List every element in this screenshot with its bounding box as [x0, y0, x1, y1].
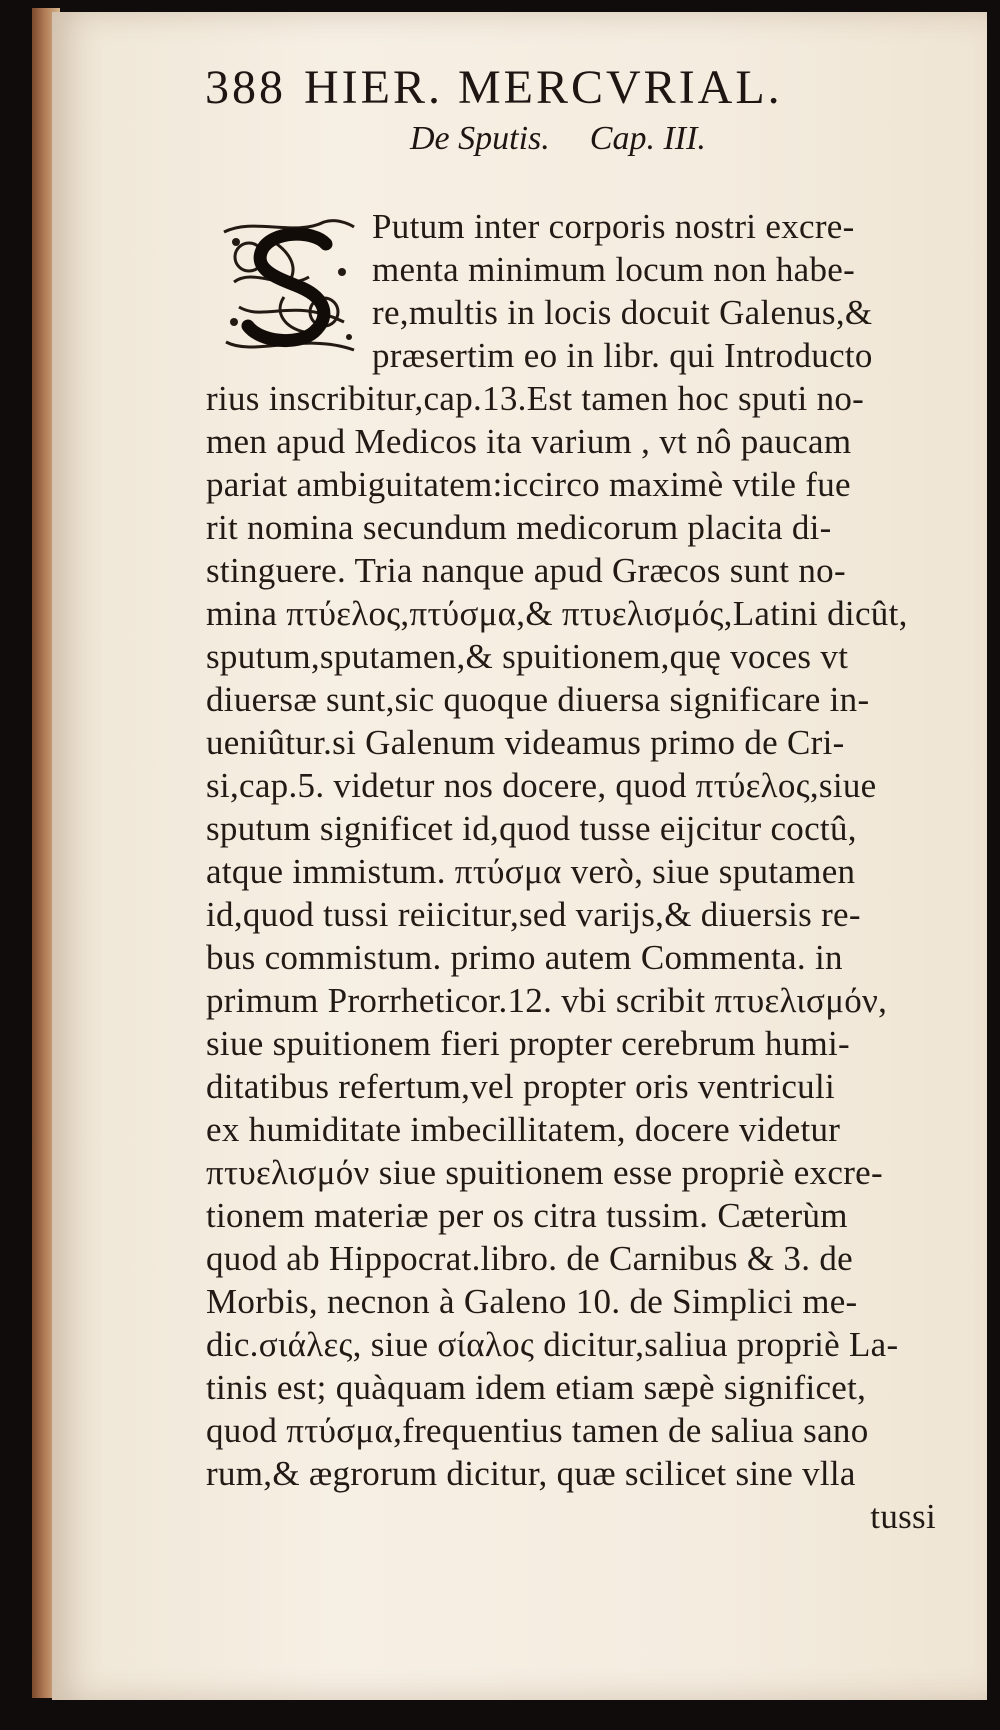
ornamental-initial-s-icon [214, 212, 364, 362]
text-line-5: rius inscribitur,cap.13.Est tamen hoc sputi no- [206, 379, 865, 418]
text-line-3: re,multis in locis docuit Galenus,& [372, 293, 873, 332]
text-line-22: ex humiditate imbecillitatem, docere videtur [206, 1110, 841, 1149]
running-title: HIER. MERCVRIAL. [304, 61, 783, 114]
text-line-9: stinguere. Tria nanque apud Græcos sunt no- [206, 551, 846, 590]
text-line-18: bus commistum. primo autem Commenta. in [206, 938, 843, 977]
text-line-23: πτυελισμόν siue spuitionem esse propriè excre- [206, 1153, 883, 1192]
text-line-7: pariat ambiguitatem:iccirco maximè vtile fue [206, 465, 851, 504]
text-line-27: dic.σιάλες, siue σίαλος dicitur,saliua propriè La- [206, 1325, 899, 1364]
text-line-19: primum Prorrheticor.12. vbi scribit πτυελισμόν, [206, 981, 888, 1020]
text-line-2: menta minimum locum non habe- [372, 250, 856, 289]
text-line-30: rum,& ægrorum dicitur, quæ scilicet sine vlla [206, 1454, 856, 1493]
text-line-11: sputum,sputamen,& spuitionem,quę voces vt [206, 637, 849, 676]
text-line-13: ueniûtur.si Galenum videamus primo de Cri- [206, 723, 845, 762]
text-line-26: Morbis, necnon à Galeno 10. de Simplici me- [206, 1282, 858, 1321]
text-line-29: quod πτύσμα,frequentius tamen de saliua sano [206, 1411, 869, 1450]
text-line-15: sputum significet id,quod tusse eijcitur coctû, [206, 809, 857, 848]
text-line-6: men apud Medicos ita varium , vt nô paucam [206, 422, 852, 461]
page-number: 388 [205, 61, 286, 114]
text-line-14: si,cap.5. videtur nos docere, quod πτύελος,siue [206, 766, 877, 805]
text-line-25: quod ab Hippocrat.libro. de Carnibus & 3. de [206, 1239, 853, 1278]
text-line-1: Putum inter corporis nostri excre- [372, 207, 855, 246]
chapter-number: Cap. III. [589, 120, 706, 157]
section-title: De Sputis. [410, 120, 550, 157]
text-line-28: tinis est; quàquam idem etiam sæpè significet, [206, 1368, 867, 1407]
text-line-20: siue spuitionem fieri propter cerebrum humi- [206, 1024, 850, 1063]
text-line-12: diuersæ sunt,sic quoque diuersa significare in- [206, 680, 870, 719]
text-line-24: tionem materiæ per os citra tussim. Cæterùm [206, 1196, 848, 1235]
text-line-4: præsertim eo in libr. qui Introducto [372, 336, 873, 375]
text-line-8: rit nomina secundum medicorum placita di- [206, 508, 832, 547]
text-line-16: atque immistum. πτύσμα verò, siue sputamen [206, 852, 856, 891]
text-line-10: mina πτύελος,πτύσμα,& πτυελισμός,Latini dicût, [206, 594, 908, 633]
chapter-heading [410, 120, 830, 170]
catchword: tussi [870, 1497, 936, 1536]
text-line-21: ditatibus refertum,vel propter oris ventriculi [206, 1067, 836, 1106]
text-line-17: id,quod tussi reiicitur,sed varijs,& diuersis re- [206, 895, 861, 934]
